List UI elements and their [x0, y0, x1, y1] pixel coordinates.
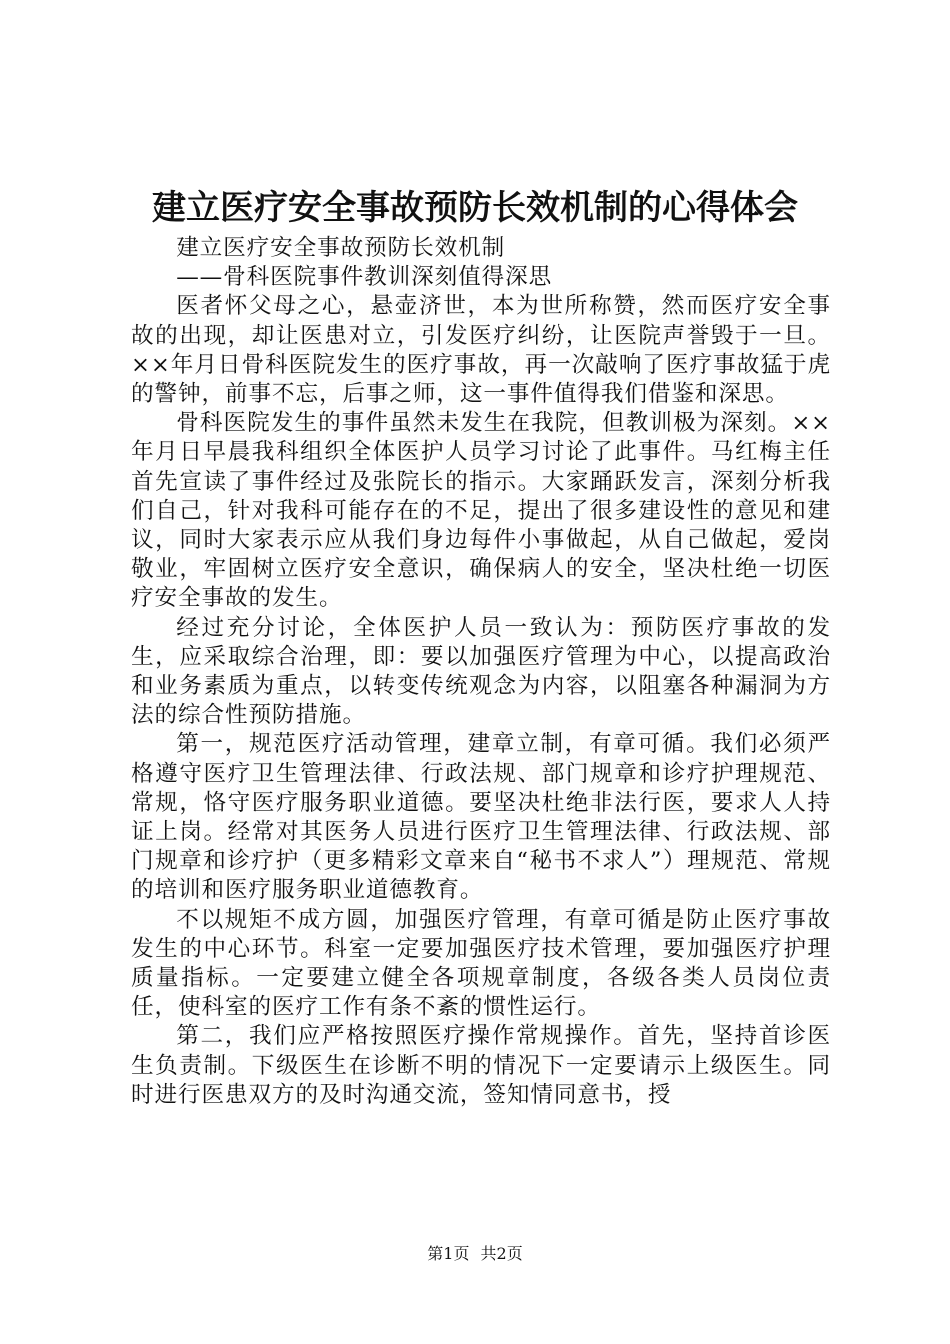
document-body [131, 234, 831, 1110]
body-paragraph: 骨科医院发生的事件虽然未发生在我院，但教训极为深刻。××年月日早晨我科组织全体医护人员学习讨论了此事件。马红梅主任首先宣读了事件经过及张院长的指示。大家踊跃发言，深刻分析我们自己，针对我科可能存在的不足，提出了很多建设性的意见和建议，同时大家表示应从我们身边每件小事做起，从自己做起，爱岗敬业，牢固树立医疗安全意识，确保病人的安全，坚决杜绝一切医疗安全事故的发生。 [131, 410, 831, 612]
body-paragraph: 不以规矩不成方圆，加强医疗管理，有章可循是防止医疗事故发生的中心环节。科室一定要加强医疗技术管理，要加强医疗护理质量指标。一定要建立健全各项规章制度，各级各类人员岗位责任，使科室的医疗工作有条不紊的惯性运行。 [131, 906, 831, 1021]
page-footer [0, 1244, 950, 1264]
page-number: 第1页 [427, 1244, 470, 1263]
body-paragraph: 医者怀父母之心，悬壶济世，本为世所称赞，然而医疗安全事故的出现，却让医患对立，引发医疗纠纷，让医院声誉毁于一旦。××年月日骨科医院发生的医疗事故，再一次敲响了医疗事故猛于虎的警钟，前事不忘，后事之师，这一事件值得我们借鉴和深思。 [131, 293, 831, 408]
page-total: 共2页 [480, 1244, 523, 1263]
body-paragraph: 第二，我们应严格按照医疗操作常规操作。首先，坚持首诊医生负责制。下级医生在诊断不明的情况下一定要请示上级医生。同时进行医患双方的及时沟通交流，签知情同意书，授 [131, 1023, 831, 1108]
subtitle-line: 建立医疗安全事故预防长效机制 [176, 235, 506, 261]
body-paragraph: 经过充分讨论，全体医护人员一致认为：预防医疗事故的发生，应采取综合治理，即：要以加强医疗管理为中心，以提高政治和业务素质为重点，以转变传统观念为内容，以阻塞各种漏洞为方法的综合性预防措施。 [131, 614, 831, 729]
body-paragraph: 第一，规范医疗活动管理，建章立制，有章可循。我们必须严格遵守医疗卫生管理法律、行政法规、部门规章和诊疗护理规范、常规，恪守医疗服务职业道德。要坚决杜绝非法行医，要求人人持证上岗。经常对其医务人员进行医疗卫生管理法律、行政法规、部门规章和诊疗护（更多精彩文章来自“秘书不求人”）理规范、常规的培训和医疗服务职业道德教育。 [131, 731, 831, 904]
document-title: 建立医疗安全事故预防长效机制的心得体会 [152, 188, 798, 228]
subtitle-line: ——骨科医院事件教训深刻值得深思 [176, 264, 553, 291]
